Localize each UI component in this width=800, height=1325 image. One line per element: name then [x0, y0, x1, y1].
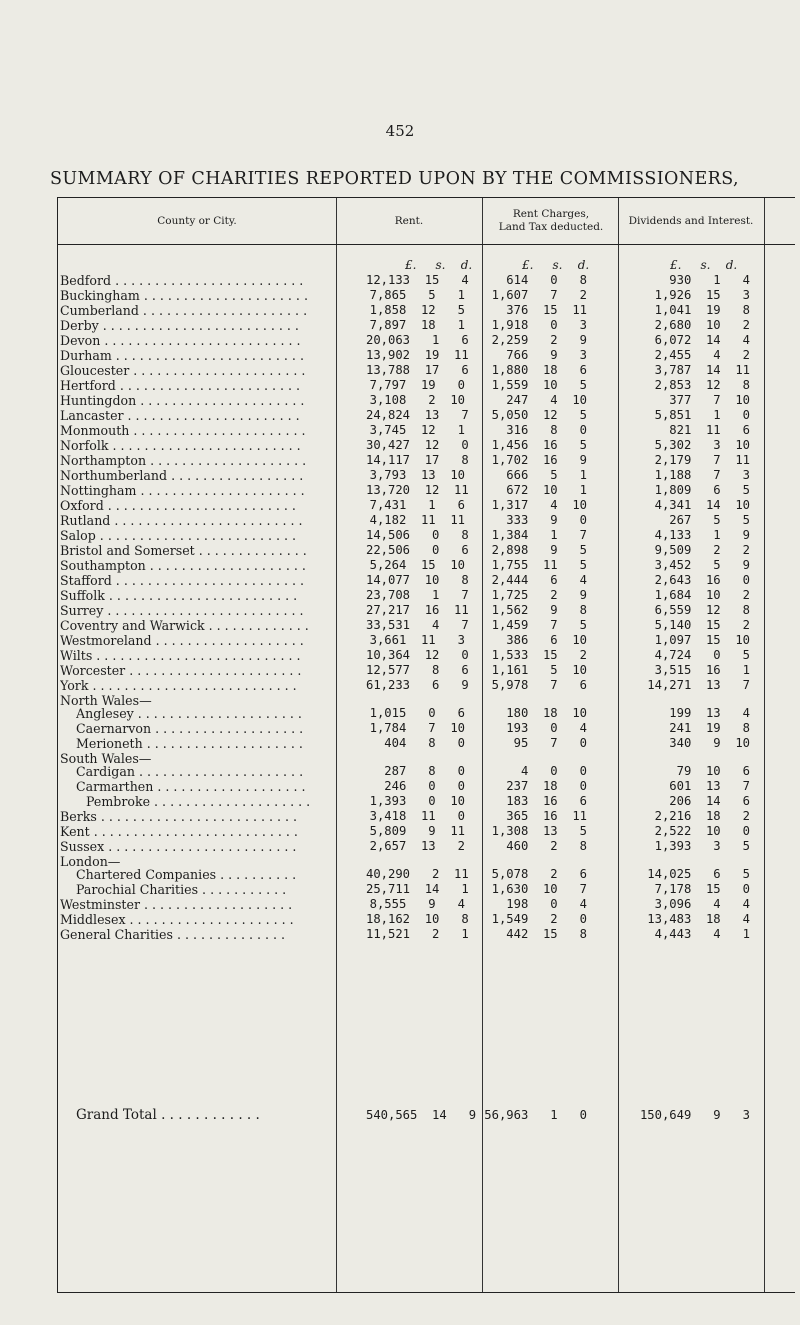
table-row	[58, 543, 795, 558]
county-name: Monmouth . . . . . . . . . . . . . . . . . . . . . .	[60, 423, 306, 438]
table-row	[58, 867, 795, 882]
table-row	[58, 468, 795, 483]
rent-value: 5,264 15 10	[369, 558, 465, 572]
county-name: Rutland . . . . . . . . . . . . . . . . . . . . . . . .	[60, 513, 303, 528]
rent-charges-value: 1,559 10 5	[491, 378, 587, 392]
rent-value: 20,063 1 6	[366, 333, 469, 347]
county-name: Kent . . . . . . . . . . . . . . . . . . . . . . . . . .	[60, 824, 298, 839]
rent-value: 12,133 15 4	[366, 273, 469, 287]
rent-value: 246 0 0	[384, 779, 465, 793]
table-row	[58, 648, 795, 663]
county-name: Middlesex . . . . . . . . . . . . . . . . . . . . .	[60, 912, 294, 927]
dividends-value: 930 1 4	[669, 273, 750, 287]
rent-value: 13,902 19 11	[366, 348, 469, 362]
table-row	[58, 573, 795, 588]
rent-charges-value: 376 15 11	[506, 303, 587, 317]
rent-charges-value: 316 8 0	[506, 423, 587, 437]
rent-value: 30,427 12 0	[366, 438, 469, 452]
rent-value: 61,233 6 9	[366, 678, 469, 692]
rent-charges-value: 460 2 8	[506, 839, 587, 853]
table-row	[58, 618, 795, 633]
rent-value: 1,858 12 5	[369, 303, 465, 317]
rent-value: 1,393 0 10	[369, 794, 465, 808]
table-row	[58, 663, 795, 678]
table-row	[58, 779, 795, 794]
rent-charges-value: 1,459 7 5	[491, 618, 587, 632]
grand-total-charges: 56,963 1 0	[484, 1108, 587, 1122]
dividends-value: 3,515 16 1	[654, 663, 750, 677]
county-name: Cumberland . . . . . . . . . . . . . . . . . . . . .	[60, 303, 308, 318]
table-row	[58, 912, 795, 927]
rent-charges-value: 2,898 9 5	[491, 543, 587, 557]
rent-charges-value: 1,918 0 3	[491, 318, 587, 332]
county-name: Sussex . . . . . . . . . . . . . . . . . . . . . . . .	[60, 839, 297, 854]
dividends-value: 340 9 10	[669, 736, 750, 750]
county-name: Huntingdon . . . . . . . . . . . . . . . . . . . . .	[60, 393, 305, 408]
county-name: Chartered Companies . . . . . . . . . .	[76, 867, 297, 882]
rent-value: 5,809 9 11	[369, 824, 465, 838]
county-name: Norfolk . . . . . . . . . . . . . . . . . . . . . . . .	[60, 438, 301, 453]
section-heading: London—	[60, 854, 121, 869]
header-county: County or City.	[157, 215, 237, 227]
table-row	[58, 558, 795, 573]
county-name: Devon . . . . . . . . . . . . . . . . . . . . . . . . .	[60, 333, 301, 348]
rent-charges-value: 1,607 7 2	[491, 288, 587, 302]
dividends-value: 2,179 7 11	[654, 453, 750, 467]
county-name: Bristol and Somerset . . . . . . . . . . . . . .	[60, 543, 307, 558]
rent-value: 3,793 13 10	[369, 468, 465, 482]
rent-charges-value: 1,317 4 10	[491, 498, 587, 512]
rent-charges-value: 1,702 16 9	[491, 453, 587, 467]
rent-charges-value: 237 18 0	[506, 779, 587, 793]
county-name: Stafford . . . . . . . . . . . . . . . . . . . . . . . .	[60, 573, 304, 588]
rent-charges-value: 1,562 9 8	[491, 603, 587, 617]
county-name: General Charities . . . . . . . . . . . . . .	[60, 927, 286, 942]
rent-charges-value: 442 15 8	[506, 927, 587, 941]
dividends-value: 1,041 19 8	[654, 303, 750, 317]
unit-label-rent: £. s. d.	[405, 258, 473, 272]
county-name: Salop . . . . . . . . . . . . . . . . . . . . . . . . .	[60, 528, 296, 543]
table-row	[58, 794, 795, 809]
dividends-value: 4,341 14 10	[654, 498, 750, 512]
rent-value: 7,797 19 0	[369, 378, 465, 392]
rent-charges-value: 1,880 18 6	[491, 363, 587, 377]
unit-label-charges: £. s. d.	[522, 258, 590, 272]
county-name: Durham . . . . . . . . . . . . . . . . . . . . . . . .	[60, 348, 304, 363]
table-row	[58, 453, 795, 468]
rent-value: 404 8 0	[384, 736, 465, 750]
dividends-value: 267 5 5	[669, 513, 750, 527]
rent-value: 14,117 17 8	[366, 453, 469, 467]
county-name: Worcester . . . . . . . . . . . . . . . . . . . . . .	[60, 663, 302, 678]
rent-charges-value: 180 18 10	[506, 706, 587, 720]
table-row	[58, 483, 795, 498]
rent-value: 12,577 8 6	[366, 663, 469, 677]
table-row	[58, 333, 795, 348]
table-row	[58, 633, 795, 648]
section-heading: North Wales—	[60, 693, 152, 708]
county-name: Southampton . . . . . . . . . . . . . . . . . . . .	[60, 558, 306, 573]
table-row	[58, 393, 795, 408]
table-row	[58, 839, 795, 854]
rent-value: 14,077 10 8	[366, 573, 469, 587]
rent-charges-value: 4 0 0	[520, 764, 587, 778]
dividends-value: 377 7 10	[669, 393, 750, 407]
header-divider	[58, 244, 795, 245]
rent-value: 14,506 0 8	[366, 528, 469, 542]
rent-charges-value: 1,533 15 2	[491, 648, 587, 662]
dividends-value: 3,787 14 11	[654, 363, 750, 377]
rent-charges-value: 2,444 6 4	[491, 573, 587, 587]
rent-charges-value: 1,630 10 7	[491, 882, 587, 896]
rent-charges-value: 193 0 4	[506, 721, 587, 735]
rent-value: 1,015 0 6	[369, 706, 465, 720]
rent-charges-value: 766 9 3	[506, 348, 587, 362]
dividends-value: 1,188 7 3	[654, 468, 750, 482]
rent-charges-value: 183 16 6	[506, 794, 587, 808]
dividends-value: 5,302 3 10	[654, 438, 750, 452]
table-row	[58, 927, 795, 942]
rent-charges-value: 666 5 1	[506, 468, 587, 482]
table-row	[58, 882, 795, 897]
dividends-value: 5,851 1 0	[654, 408, 750, 422]
dividends-value: 2,853 12 8	[654, 378, 750, 392]
rent-value: 4,182 11 11	[369, 513, 465, 527]
rent-value: 3,418 11 0	[369, 809, 465, 823]
table-row	[58, 678, 795, 693]
county-name: Lancaster . . . . . . . . . . . . . . . . . . . . . .	[60, 408, 300, 423]
dividends-value: 3,096 4 4	[654, 897, 750, 911]
rent-value: 8,555 9 4	[369, 897, 465, 911]
unit-label-dividends: £. s. d.	[670, 258, 738, 272]
county-name: Caernarvon . . . . . . . . . . . . . . . . . . .	[76, 721, 304, 736]
rent-value: 10,364 12 0	[366, 648, 469, 662]
rent-charges-value: 1,384 1 7	[491, 528, 587, 542]
dividends-value: 2,455 4 2	[654, 348, 750, 362]
rent-charges-value: 247 4 10	[506, 393, 587, 407]
dividends-value: 5,140 15 2	[654, 618, 750, 632]
rent-value: 40,290 2 11	[366, 867, 469, 881]
dividends-value: 821 11 6	[669, 423, 750, 437]
county-name: Merioneth . . . . . . . . . . . . . . . . . . . .	[76, 736, 303, 751]
rent-charges-value: 2,259 2 9	[491, 333, 587, 347]
table-row	[58, 303, 795, 318]
rent-charges-value: 614 0 8	[506, 273, 587, 287]
county-name: Westmoreland . . . . . . . . . . . . . . . . . . .	[60, 633, 304, 648]
section-heading: South Wales—	[60, 751, 152, 766]
table-row	[58, 288, 795, 303]
dividends-value: 1,684 10 2	[654, 588, 750, 602]
rent-value: 22,506 0 6	[366, 543, 469, 557]
rent-value: 25,711 14 1	[366, 882, 469, 896]
table-row	[58, 318, 795, 333]
table-row	[58, 423, 795, 438]
summary-table	[57, 197, 795, 1293]
table-row	[58, 588, 795, 603]
table-row	[58, 528, 795, 543]
header-dividends: Dividends and Interest.	[628, 215, 754, 227]
county-name: Coventry and Warwick . . . . . . . . . . . . .	[60, 618, 309, 633]
table-row	[58, 273, 795, 288]
grand-total-rent: 540,565 14 9	[366, 1108, 477, 1122]
rent-charges-value: 198 0 4	[506, 897, 587, 911]
rent-value: 3,745 12 1	[369, 423, 465, 437]
county-name: Anglesey . . . . . . . . . . . . . . . . . . . . .	[76, 706, 302, 721]
dividends-value: 1,393 3 5	[654, 839, 750, 853]
rent-value: 33,531 4 7	[366, 618, 469, 632]
dividends-value: 4,443 4 1	[654, 927, 750, 941]
rent-charges-value: 1,755 11 5	[491, 558, 587, 572]
table-row	[58, 764, 795, 779]
grand-total-dividends: 150,649 9 3	[639, 1108, 750, 1122]
dividends-value: 1,097 15 10	[654, 633, 750, 647]
dividends-value: 2,680 10 2	[654, 318, 750, 332]
county-name: York . . . . . . . . . . . . . . . . . . . . . . . . . .	[60, 678, 297, 693]
table-row	[58, 809, 795, 824]
rent-charges-value: 333 9 0	[506, 513, 587, 527]
dividends-value: 1,926 15 3	[654, 288, 750, 302]
dividends-value: 14,025 6 5	[647, 867, 750, 881]
table-row	[58, 408, 795, 423]
rent-value: 24,824 13 7	[366, 408, 469, 422]
rent-charges-value: 5,078 2 6	[491, 867, 587, 881]
rent-value: 27,217 16 11	[366, 603, 469, 617]
county-name: Wilts . . . . . . . . . . . . . . . . . . . . . . . . . .	[60, 648, 301, 663]
dividends-value: 9,509 2 2	[654, 543, 750, 557]
dividends-value: 2,522 10 0	[654, 824, 750, 838]
table-row	[58, 897, 795, 912]
rent-charges-value: 1,308 13 5	[491, 824, 587, 838]
table-row	[58, 706, 795, 721]
rent-charges-value: 1,456 16 5	[491, 438, 587, 452]
grand-total-row	[58, 1108, 795, 1123]
dividends-value: 4,724 0 5	[654, 648, 750, 662]
dividends-value: 6,559 12 8	[654, 603, 750, 617]
county-name: Berks . . . . . . . . . . . . . . . . . . . . . . . . .	[60, 809, 297, 824]
county-name: Nottingham . . . . . . . . . . . . . . . . . . . . .	[60, 483, 305, 498]
grand-total-label: Grand Total . . . . . . . . . . . .	[76, 1108, 260, 1123]
rent-value: 18,162 10 8	[366, 912, 469, 926]
table-row	[58, 438, 795, 453]
rent-charges-value: 386 6 10	[506, 633, 587, 647]
rent-value: 2,657 13 2	[369, 839, 465, 853]
county-name: Parochial Charities . . . . . . . . . . .	[76, 882, 287, 897]
table-row	[58, 721, 795, 736]
rent-value: 11,521 2 1	[366, 927, 469, 941]
dividends-value: 7,178 15 0	[654, 882, 750, 896]
county-name: Bedford . . . . . . . . . . . . . . . . . . . . . . . .	[60, 273, 304, 288]
table-row	[58, 736, 795, 751]
dividends-value: 241 19 8	[669, 721, 750, 735]
table-row	[58, 824, 795, 839]
dividends-value: 4,133 1 9	[654, 528, 750, 542]
header-rent: Rent.	[394, 215, 424, 227]
rent-value: 1,784 7 10	[369, 721, 465, 735]
county-name: Derby . . . . . . . . . . . . . . . . . . . . . . . . .	[60, 318, 299, 333]
rent-charges-value: 1,549 2 0	[491, 912, 587, 926]
table-row	[58, 378, 795, 393]
page-number: 452	[385, 122, 415, 140]
rent-charges-value: 672 10 1	[506, 483, 587, 497]
dividends-value: 2,643 16 0	[654, 573, 750, 587]
rent-charges-value: 365 16 11	[506, 809, 587, 823]
rent-value: 7,897 18 1	[369, 318, 465, 332]
county-name: Suffolk . . . . . . . . . . . . . . . . . . . . . . . .	[60, 588, 298, 603]
county-name: Surrey . . . . . . . . . . . . . . . . . . . . . . . . .	[60, 603, 304, 618]
rent-value: 7,431 1 6	[369, 498, 465, 512]
county-name: Hertford . . . . . . . . . . . . . . . . . . . . . . .	[60, 378, 300, 393]
rent-value: 3,661 11 3	[369, 633, 465, 647]
rent-value: 23,708 1 7	[366, 588, 469, 602]
county-name: Carmarthen . . . . . . . . . . . . . . . . . . .	[76, 779, 306, 794]
dividends-value: 79 10 6	[676, 764, 750, 778]
dividends-value: 13,483 18 4	[647, 912, 750, 926]
dividends-value: 6,072 14 4	[654, 333, 750, 347]
rent-value: 3,108 2 10	[369, 393, 465, 407]
county-name: Northampton . . . . . . . . . . . . . . . . . . . .	[60, 453, 307, 468]
dividends-value: 2,216 18 2	[654, 809, 750, 823]
rent-charges-value: 1,161 5 10	[491, 663, 587, 677]
rent-charges-value: 5,050 12 5	[491, 408, 587, 422]
county-name: Northumberland . . . . . . . . . . . . . . . . .	[60, 468, 304, 483]
dividends-value: 1,809 6 5	[654, 483, 750, 497]
rent-charges-value: 1,725 2 9	[491, 588, 587, 602]
county-name: Cardigan . . . . . . . . . . . . . . . . . . . . .	[76, 764, 304, 779]
dividends-value: 601 13 7	[669, 779, 750, 793]
dividends-value: 14,271 13 7	[647, 678, 750, 692]
rent-value: 13,720 12 11	[366, 483, 469, 497]
rent-value: 7,865 5 1	[369, 288, 465, 302]
dividends-value: 206 14 6	[669, 794, 750, 808]
county-name: Buckingham . . . . . . . . . . . . . . . . . . . . .	[60, 288, 308, 303]
county-name: Westminster . . . . . . . . . . . . . . . . . . .	[60, 897, 293, 912]
rent-value: 13,788 17 6	[366, 363, 469, 377]
county-name: Oxford . . . . . . . . . . . . . . . . . . . . . . . .	[60, 498, 296, 513]
county-name: Gloucester . . . . . . . . . . . . . . . . . . . . . .	[60, 363, 306, 378]
table-row	[58, 603, 795, 618]
rent-value: 287 8 0	[384, 764, 465, 778]
header-rent-charges: Rent Charges, Land Tax deducted.	[498, 208, 604, 233]
county-name: Pembroke . . . . . . . . . . . . . . . . . . . .	[86, 794, 311, 809]
table-row	[58, 363, 795, 378]
table-row	[58, 513, 795, 528]
table-row	[58, 498, 795, 513]
rent-charges-value: 95 7 0	[513, 736, 587, 750]
rent-charges-value: 5,978 7 6	[491, 678, 587, 692]
page-title: SUMMARY OF CHARITIES REPORTED UPON BY THE COMMISSIONERS,	[50, 169, 739, 189]
dividends-value: 3,452 5 9	[654, 558, 750, 572]
dividends-value: 199 13 4	[669, 706, 750, 720]
table-row	[58, 348, 795, 363]
